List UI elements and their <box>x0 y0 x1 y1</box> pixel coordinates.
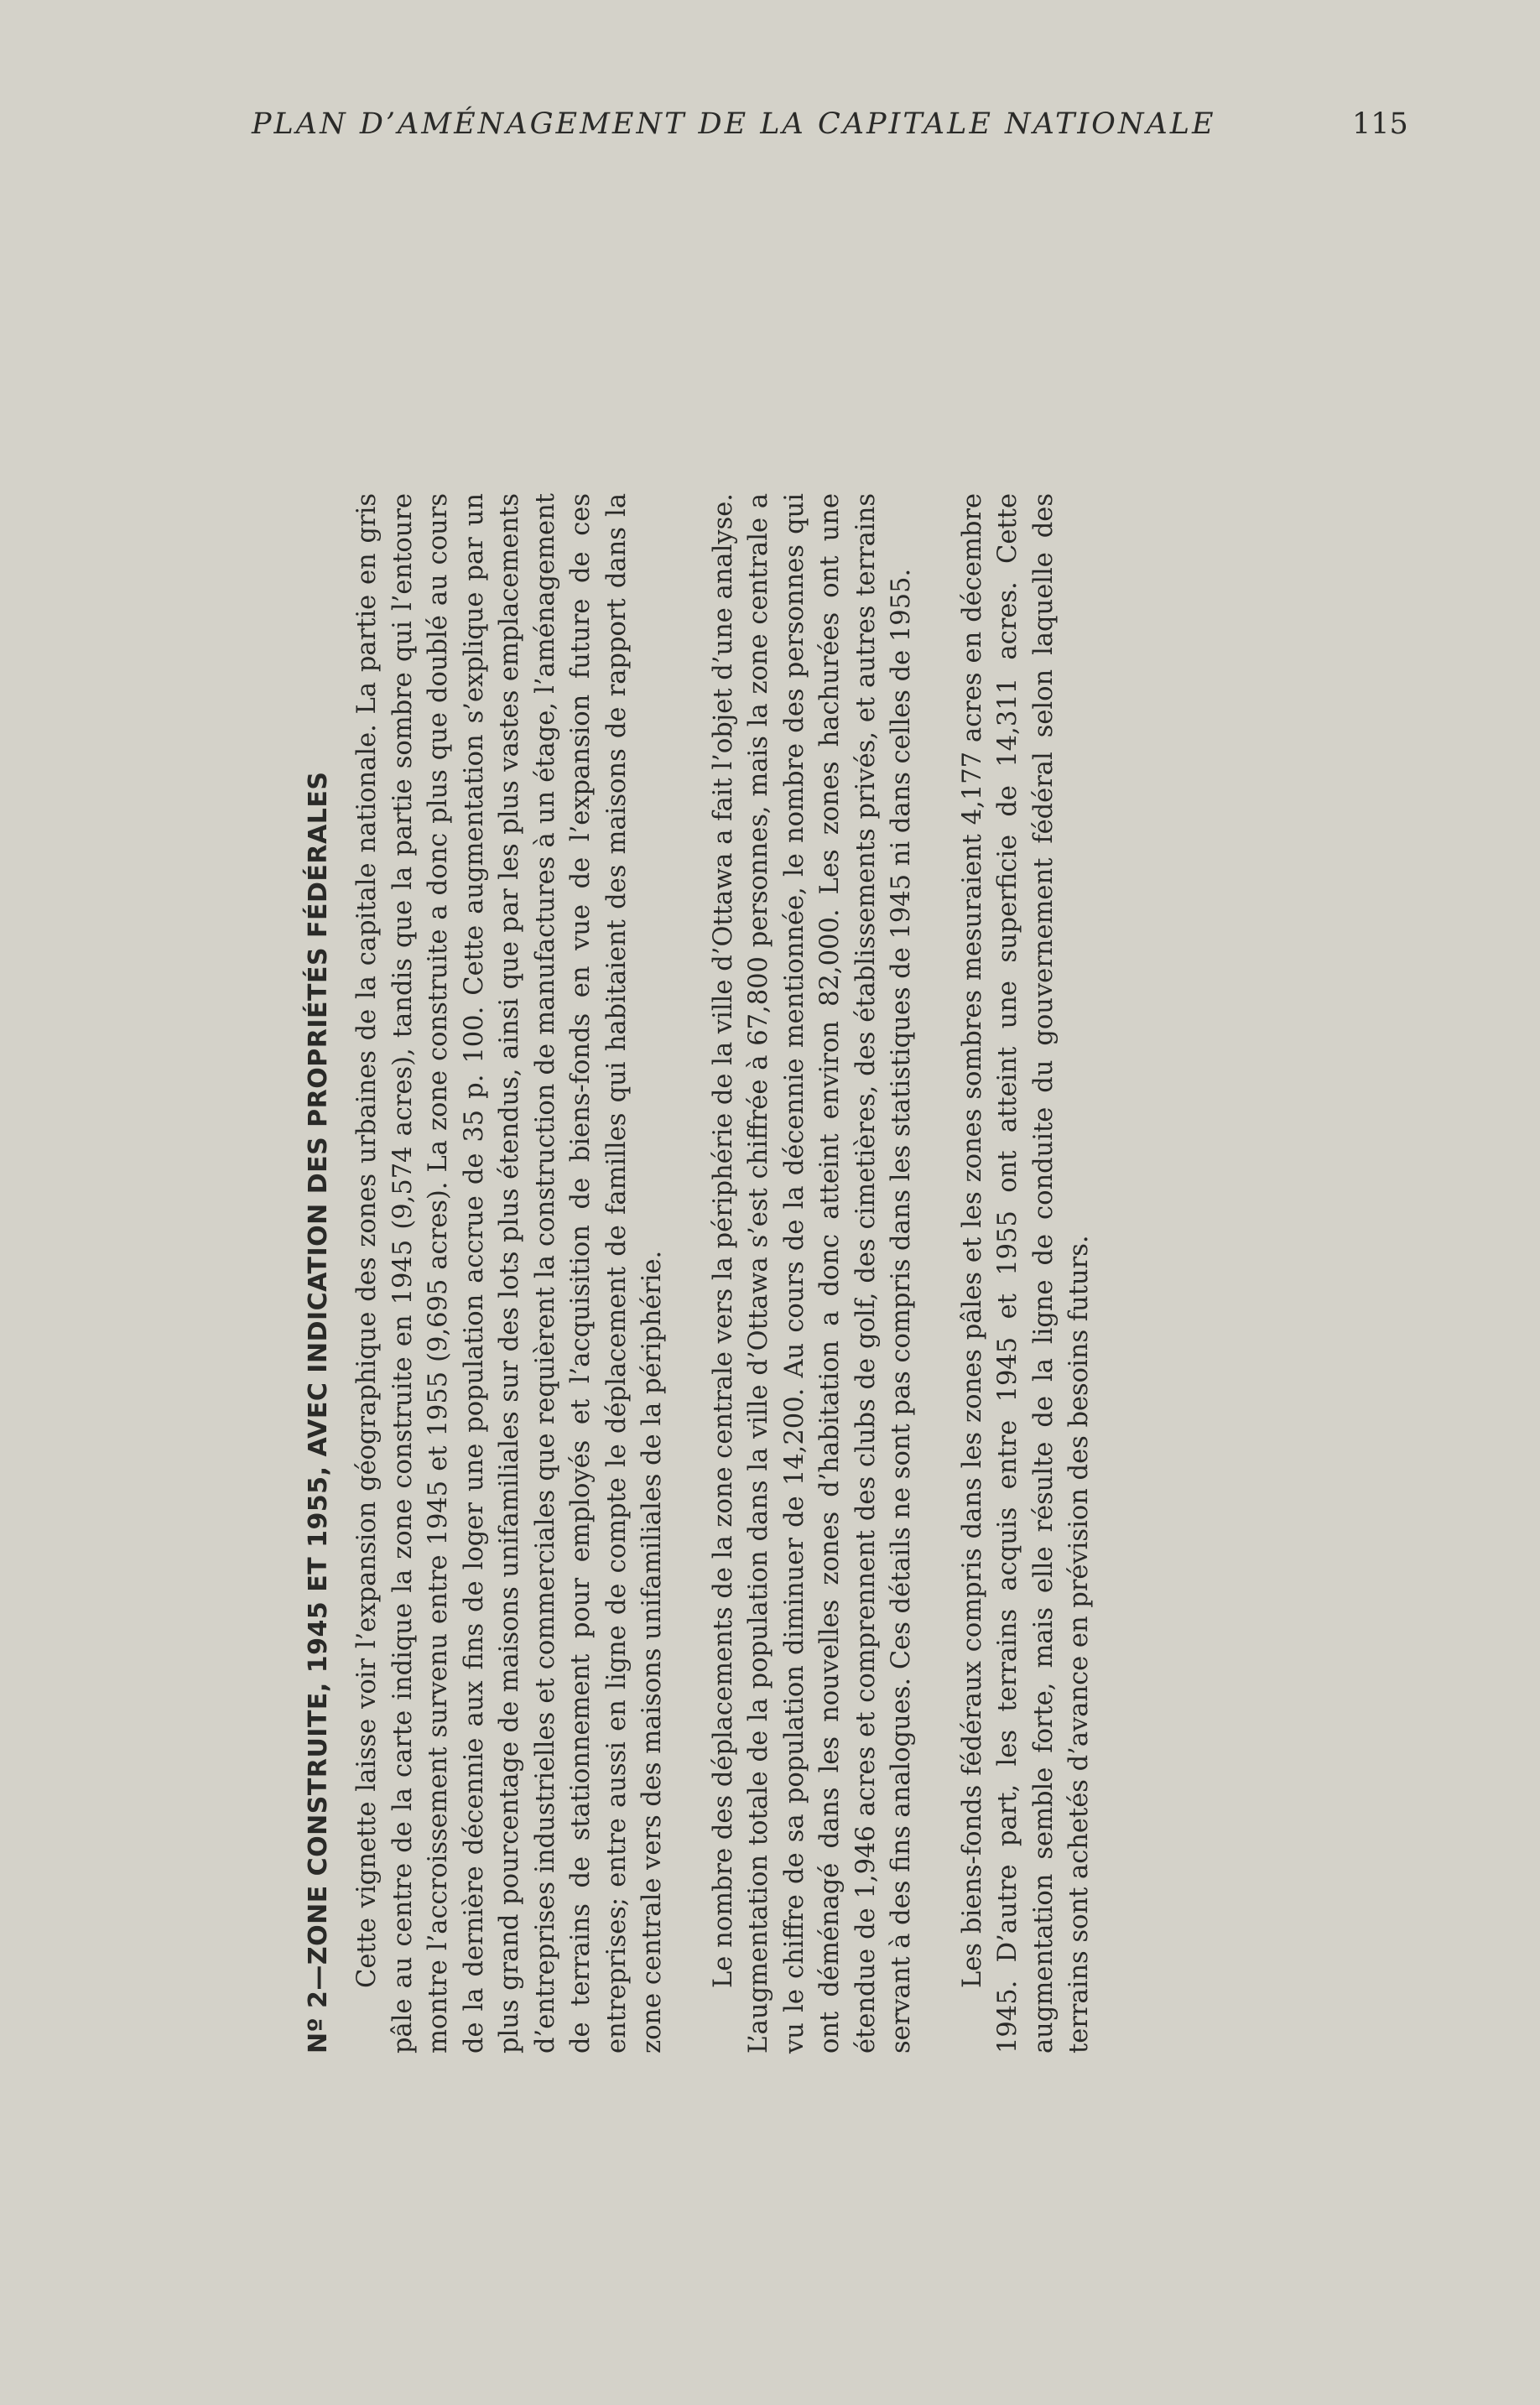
page-number: 115 <box>1352 107 1408 141</box>
running-header <box>0 107 1540 149</box>
paragraph-1: Cette vignette laisse voir l’expansion géographique des zones urbaines de la capitale nationale. La partie en gris pâle au centre de la carte indique la zone construite en 1945 (9,574 acres), tandis que la partie sombre qui l’entoure montre l’accroissement survenu entre 1945 et 1955 (9,695 acres). La zone construite a donc plus que doublé au cours de la dernière décennie aux fins de loger une population accrue de 35 p. 100. Cette augmentation s’explique par un plus grand pourcentage de maisons unifamiliales sur des lots plus étendus, ainsi que par les plus vastes emplacements d’entreprises industrielles et commerciales que requièrent la construction de manufactures à un étage, l’aménagement de terrains de stationnement pour employés et l’acquisition de biens-fonds en vue de l’expansion future de ces entreprises; entre aussi en ligne de compte le déplacement de familles qui habitaient des maisons de rapport dans la zone centrale vers des maisons unifamiliales de la périphérie. <box>352 493 667 2054</box>
paragraph-3: Les biens-fonds fédéraux compris dans les zones pâles et les zones sombres mesuraient 4,177 acres en décembre 1945. D’autre part, les terrains acquis entre 1945 et 1955 ont atteint une superficie de 14,311 acres. Cette augmentation semble forte, mais elle résulte de la ligne de conduite du gouvernement fédéral selon laquelle des terrains sont achetés d’avance en prévision des besoins futurs. <box>957 493 1094 2054</box>
paragraph-2: Le nombre des déplacements de la zone centrale vers la périphérie de la ville d’Ottawa a fait l’objet d’une analyse. L’augmentation totale de la population dans la ville d’Ottawa s’est chiffrée à 67,800 personnes, mais la zone centrale a vu le chiffre de sa population diminuer de 14,200. Au cours de la décennie mentionnée, le nombre des personnes qui ont déménagé dans les nouvelles zones d’habitation a donc atteint environ 82,000. Les zones hachurées ont une étendue de 1,946 acres et comprennent des clubs de golf, des cimetières, des établissements privés, et autres terrains servant à des fins analogues. Ces détails ne sont pas compris dans les statistiques de 1945 ni dans celles de 1955. <box>708 493 916 2054</box>
section-body <box>304 493 1201 2054</box>
section-heading: Nº 2—ZONE CONSTRUITE, 1945 ET 1955, AVEC INDICATION DES PROPRIÉTÉS FÉDÉRALES <box>304 771 333 2054</box>
rotated-text-block <box>304 493 1201 2054</box>
running-title: PLAN D’AMÉNAGEMENT DE LA CAPITALE NATIONALE <box>252 107 1216 141</box>
